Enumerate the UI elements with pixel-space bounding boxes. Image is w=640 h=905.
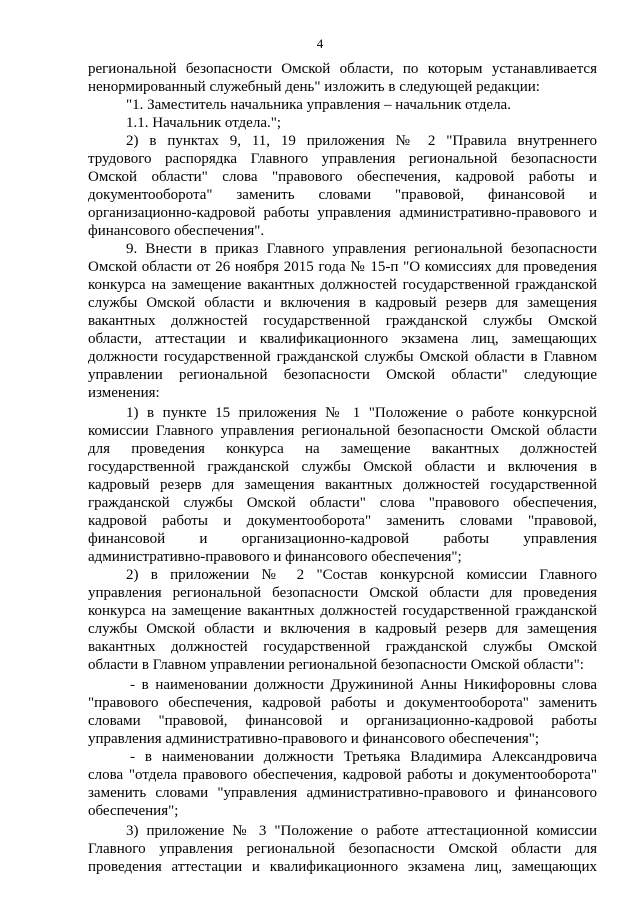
text-line: гражданской службы Омской области" слова "правового обеспечения, [88, 495, 597, 511]
text-line: - в наименовании должности Дружининой Анны Никифоровны слова [130, 677, 597, 693]
text-line: управлении региональной безопасности Омской области" следующие [88, 367, 597, 383]
text-line: для проведения конкурса на замещение вакантных должностей [88, 441, 597, 457]
text-line: управления региональной безопасности Омской области для проведения [88, 585, 597, 601]
text-line: конкурса на замещение вакантных должностей государственной гражданской [88, 603, 597, 619]
text-line: обеспечения"; [88, 803, 179, 819]
text-line: вакантных должностей государственной гражданской службы Омской [88, 313, 597, 329]
text-line: 2) в пунктах 9, 11, 19 приложения № 2 "Правила внутреннего [126, 133, 597, 149]
text-line: - в наименовании должности Третьяка Владимира Александровича [130, 749, 597, 765]
text-line: финансового обеспечения". [88, 223, 265, 239]
text-line: кадровой работы и документооборота" заменить словами "правовой, [88, 513, 597, 529]
text-line: заменить словами "управления административно-правового и финансового [88, 785, 597, 801]
text-line: кадровый резерв для замещения вакантных должностей государственной [88, 477, 597, 493]
text-line: изменения: [88, 385, 160, 401]
text-line: слова "отдела правового обеспечения, кадровой работы и документооборота" [88, 767, 597, 783]
text-line: Главного управления региональной безопасности Омской области для [88, 841, 597, 857]
text-line: области, аттестации и квалификационного экзамена лиц, замещающих [88, 331, 597, 347]
text-line: проведения аттестации и квалификационного экзамена лиц, замещающих [88, 859, 597, 875]
text-line: вакантных должностей государственной гражданской службы Омской [88, 639, 597, 655]
text-line: 2) в приложении № 2 "Состав конкурсной комиссии Главного [126, 567, 597, 583]
text-line: Омской области" слова "правового обеспечения, кадровой работы и [88, 169, 597, 185]
text-line: трудового распорядка Главного управления региональной безопасности [88, 151, 597, 167]
page-number: 4 [316, 36, 324, 51]
text-line: региональной безопасности Омской области, по которым устанавливается [88, 61, 597, 77]
text-line: службы Омской области и включения в кадровый резерв для замещения [88, 295, 597, 311]
text-line: 3) приложение № 3 "Положение о работе аттестационной комиссии [126, 823, 597, 839]
text-line: государственной гражданской службы Омской области и включения в [88, 459, 597, 475]
text-line: комиссии Главного управления региональной безопасности Омской области [88, 423, 597, 439]
text-line: управления административно-правового и финансового обеспечения"; [88, 731, 540, 747]
text-line: области в Главном управлении региональной безопасности Омской области": [88, 657, 584, 673]
text-line: 1) в пункте 15 приложения № 1 "Положение о работе конкурсной [126, 405, 597, 421]
text-line: конкурса на замещение вакантных должностей государственной гражданской [88, 277, 597, 293]
text-line: административно-правового и финансового обеспечения"; [88, 549, 462, 565]
text-line: словами "правовой, финансовой и организационно-кадровой работы [88, 713, 597, 729]
text-line: организационно-кадровой работы управления административно-правового и [88, 205, 597, 221]
text-line: финансовой и организационно-кадровой работы управления [88, 531, 597, 547]
text-line: Омской области от 26 ноября 2015 года № 15-п "О комиссиях для проведения [88, 259, 597, 275]
text-line: должности государственной гражданской службы Омской области в Главном [88, 349, 597, 365]
text-line: "правового обеспечения, кадровой работы и документооборота" заменить [88, 695, 597, 711]
text-line: документооборота" заменить словами "правовой, финансовой и [88, 187, 597, 203]
text-line: "1. Заместитель начальника управления – начальник отдела. [126, 97, 511, 113]
text-line: 9. Внести в приказ Главного управления региональной безопасности [126, 241, 597, 257]
text-line: службы Омской области и включения в кадровый резерв для замещения [88, 621, 597, 637]
text-line: 1.1. Начальник отдела."; [126, 115, 282, 131]
text-line: ненормированный служебный день" изложить в следующей редакции: [88, 79, 540, 95]
